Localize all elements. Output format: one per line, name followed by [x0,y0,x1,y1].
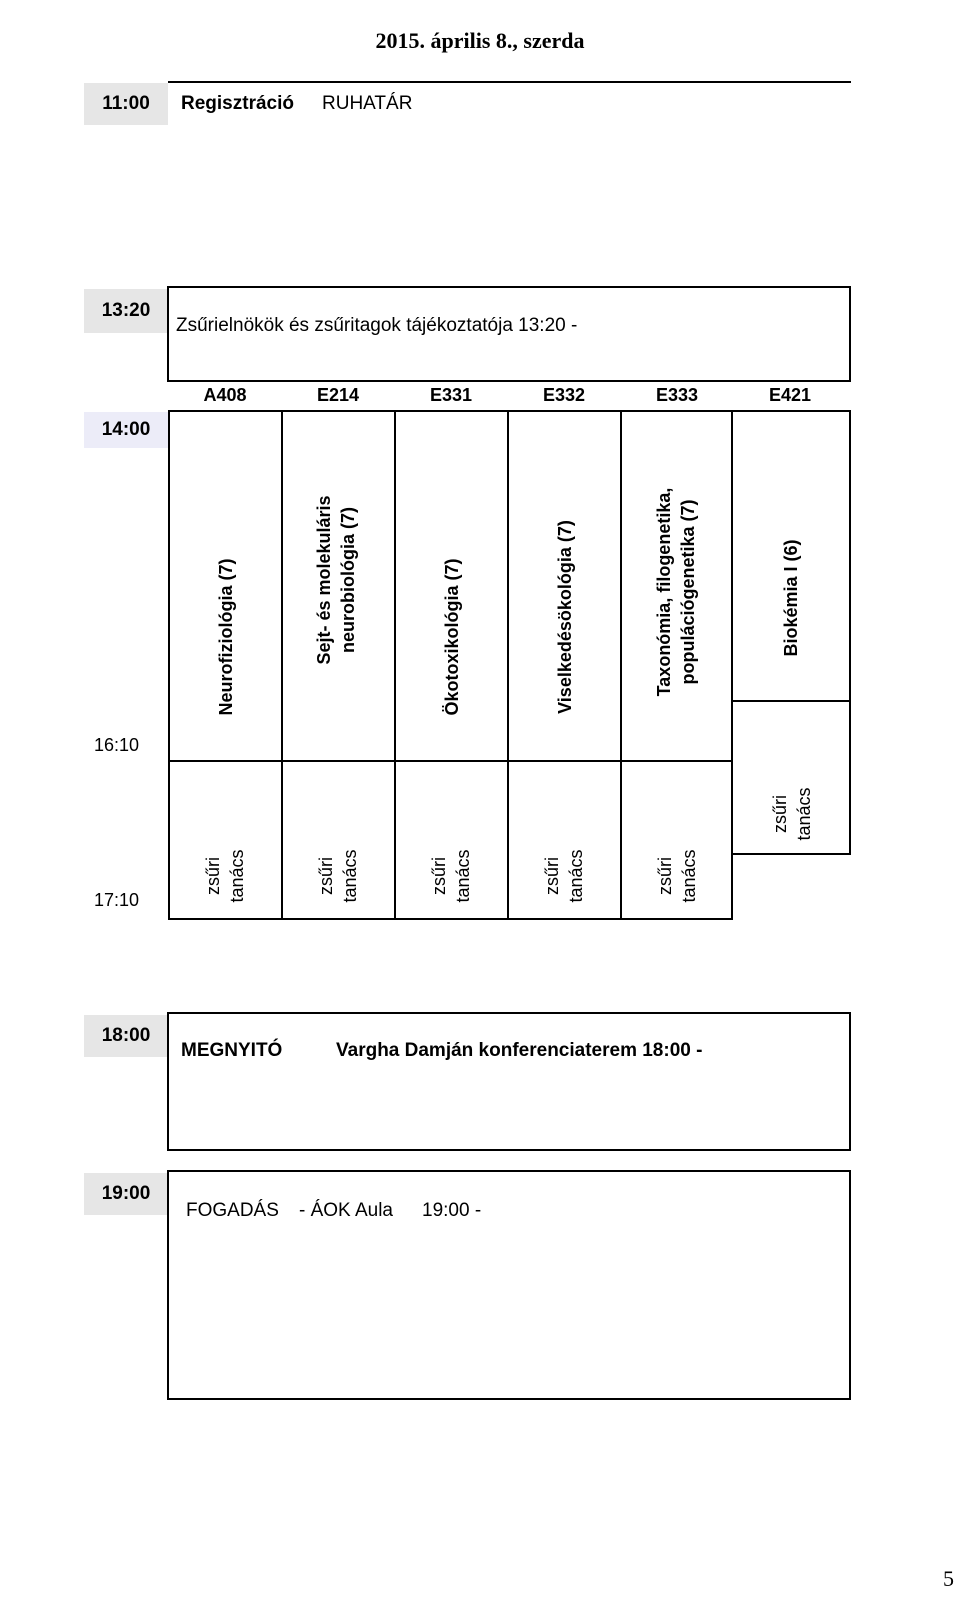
grid-line [281,412,283,920]
reception-time: 19:00 - [422,1200,482,1221]
time-label: 14:00 [84,412,168,448]
session-title-line: Sejt- és molekuláris [314,495,334,665]
grid-line [507,412,509,920]
grid-line [168,410,851,412]
time-label: 19:00 [84,1173,168,1215]
session-title-line: neurobiológia (7) [338,507,358,653]
grid-line [394,412,396,920]
briefing-text: Zsűrielnökök és zsűritagok tájékoztatója 13:20 - [176,315,578,336]
room-header: E332 [542,385,586,405]
time-label: 13:20 [84,289,168,333]
session-title [312,430,360,730]
opening-label: MEGNYITÓ [181,1040,283,1061]
jury-label: zsűri tanács [655,849,699,903]
time-label: 11:00 [84,83,168,125]
session-title-line: Biokémia I (6) [781,539,801,657]
room-header: E214 [316,385,360,405]
session-title [652,442,700,742]
session-title [214,487,238,787]
jury-label: zsűri tanács [316,849,360,903]
session-title-line: populációgenetika (7) [678,499,698,685]
session-title-line: Viselkedésökológia (7) [555,520,575,714]
page-number: 5 [943,1566,954,1591]
registration-label: Regisztráció [181,93,294,114]
jury-label: zsűri tanács [770,787,814,841]
session-title-line: Ökotoxikológia (7) [442,558,462,716]
room-header: E421 [768,385,812,405]
room-header: A408 [203,385,247,405]
grid-line [168,412,170,920]
divider [168,81,851,83]
time-label: 16:10 [94,735,140,755]
time-label: 17:10 [94,890,140,910]
session-title-line: Neurofiziológia (7) [216,558,236,716]
session-title [440,487,464,787]
room-header: E331 [429,385,473,405]
session-title [779,448,803,748]
room-header: E333 [655,385,699,405]
reception-place: - ÁOK Aula [299,1200,393,1221]
opening-box [167,1012,851,1151]
reception-label: FOGADÁS [186,1200,279,1221]
session-title [553,467,577,767]
grid-line [849,412,851,855]
grid-line [731,412,733,920]
opening-text: Vargha Damján konferenciaterem 18:00 - [336,1040,703,1061]
jury-label: zsűri tanács [429,849,473,903]
grid-line [620,412,622,920]
jury-label: zsűri tanács [542,849,586,903]
time-label: 18:00 [84,1015,168,1057]
jury-label: zsűri tanács [203,849,247,903]
registration-place: RUHATÁR [322,93,413,114]
page-title: 2015. április 8., szerda [375,28,585,53]
session-title-line: Taxonómia, filogenetika, [654,487,674,697]
